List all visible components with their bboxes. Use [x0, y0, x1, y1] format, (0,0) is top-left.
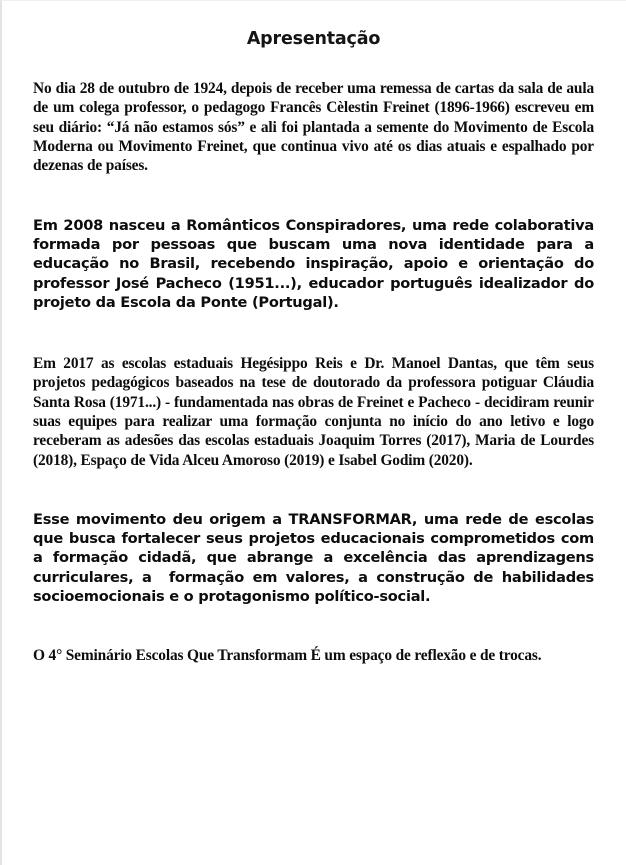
paragraph-romanticos-conspiradores-2008: Em 2008 nasceu a Românticos Conspiradores, uma rede colaborativa formada por pessoas que buscam uma nova identidade para a educação no Brasil, recebendo inspiração, apoio e orientação do professor José Pacheco (1951...), educador português idealizador do projeto da Escola da Ponte (Portugal).: [33, 216, 599, 311]
document-content: [33, 1, 599, 666]
paragraph-seminario: O 4° Seminário Escolas Que Transformam É um espaço de reflexão e de trocas.: [33, 647, 542, 665]
page-title: Apresentação: [246, 29, 381, 49]
paragraph-transformar: Esse movimento deu origem a TRANSFORMAR, uma rede de escolas que busca fortalecer seus projetos educacionais comprometidos com a formação cidadã, que abrange a excelência das aprendizagens curriculares, a formação em valores, a construção de habilidades socioemocionais e o protagonismo político-social.: [33, 510, 599, 606]
paragraph-freinet-1924: No dia 28 de outubro de 1924, depois de receber uma remessa de cartas da sala de aula de um colega professor, o pedagogo Francês Cèlestin Freinet (1896-1966) escreveu em seu diário: “Já não estamos sós” e ali foi plantada a semente do Movimento de Escola Moderna ou Movimento Freinet, que continua vivo até os dias atuais e espalhado por dezenas de países.: [33, 80, 598, 175]
paragraph-escolas-estaduais-2017: Em 2017 as escolas estaduais Hegésippo Reis e Dr. Manoel Dantas, que têm seus projetos pedagógicos baseados na tese de doutorado da professora potiguar Cláudia Santa Rosa (1971...) - fundamentada nas obras de Freinet e Pacheco - decidiram reunir suas equipes para realizar uma formação conjunta no início do ano letivo e logo receberam as adesões das escolas estaduais Joaquim Torres (2017), Maria de Lourdes (2018), Espaço de Vida Alceu Amoroso (2019) e Isabel Godim (2020).: [33, 355, 598, 469]
